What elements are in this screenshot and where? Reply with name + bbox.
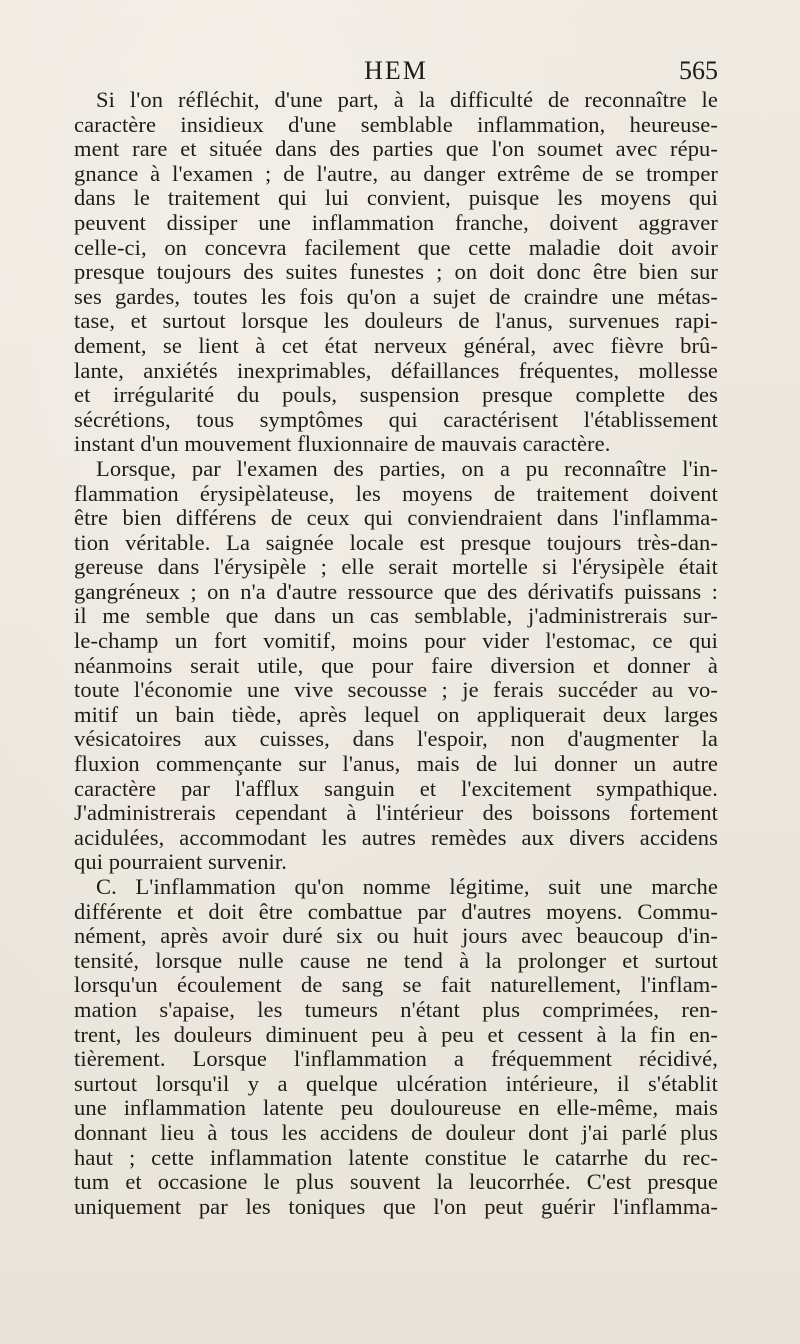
text-line: gereuse dans l'érysipèle ; elle serait mortelle si l'érysipèle était (74, 554, 718, 580)
header-title: HEM (364, 56, 428, 85)
text-line: il me semble que dans un cas semblable, j'administrerais sur- (74, 603, 718, 629)
text-line: tion véritable. La saignée locale est presque toujours très-dan- (74, 529, 718, 555)
text-line: Lorsque, par l'examen des parties, on a pu reconnaître l'in- (96, 455, 718, 481)
text-line: fluxion commençante sur l'anus, mais de lui donner un autre (74, 751, 718, 777)
text-line: peuvent dissiper une inflammation franche, doivent aggraver (74, 209, 718, 235)
text-line: mation s'apaise, les tumeurs n'étant plus comprimées, ren- (74, 996, 718, 1022)
text-line: dement, se lient à cet état nerveux général, avec fièvre brû- (74, 332, 718, 358)
text-line: mitif un bain tiède, après lequel on appliquerait deux larges (74, 701, 718, 727)
text-line: tase, et surtout lorsque les douleurs de l'anus, survenues rapi- (74, 308, 718, 334)
body-text (74, 88, 718, 1219)
text-line: tièrement. Lorsque l'inflammation a fréquemment récidivé, (74, 1046, 718, 1072)
paragraph (74, 875, 718, 1219)
text-line: presque toujours des suites funestes ; on doit donc être bien sur (74, 259, 718, 285)
text-line: ses gardes, toutes les fois qu'on a sujet de craindre une métas- (74, 283, 718, 309)
text-line: caractère par l'afflux sanguin et l'excitement sympathique. (74, 775, 718, 801)
text-line: gangréneux ; on n'a d'autre ressource que des dérivatifs puissans : (74, 578, 718, 604)
text-line: nément, après avoir duré six ou huit jours avec beaucoup d'in- (74, 923, 718, 949)
text-line: être bien différens de ceux qui conviendraient dans l'inflamma- (74, 505, 718, 531)
text-line: caractère insidieux d'une semblable inflammation, heureuse- (74, 111, 718, 137)
text-line: lante, anxiétés inexprimables, défaillances fréquentes, mollesse (74, 357, 718, 383)
text-line: et irrégularité du pouls, suspension presque complette des (74, 382, 718, 408)
paragraph (74, 88, 718, 457)
text-line: le-champ un fort vomitif, moins pour vider l'estomac, ce qui (74, 628, 718, 654)
text-line: donnant lieu à tous les accidens de douleur dont j'ai parlé plus (74, 1119, 718, 1145)
text-line: ment rare et située dans des parties que l'on soumet avec répu- (74, 136, 718, 162)
text-line: une inflammation latente peu douloureuse en elle-même, mais (74, 1095, 718, 1121)
text-line: toute l'économie une vive secousse ; je ferais succéder au vo- (74, 677, 718, 703)
text-line: lorsqu'un écoulement de sang se fait naturellement, l'inflam- (74, 972, 718, 998)
text-line: haut ; cette inflammation latente constitue le catarrhe du rec- (74, 1144, 718, 1170)
paragraph (74, 457, 718, 875)
page-number: 565 (679, 56, 718, 85)
text-line: uniquement par les toniques que l'on peut guérir l'inflamma- (74, 1193, 718, 1219)
text-line: instant d'un mouvement fluxionnaire de mauvais caractère. (74, 431, 611, 457)
text-line: néanmoins serait utile, que pour faire diversion et donner à (74, 652, 718, 678)
text-line: celle-ci, on concevra facilement que cette maladie doit avoir (74, 234, 718, 260)
text-line: dans le traitement qui lui convient, puisque les moyens qui (74, 185, 718, 211)
running-head (74, 56, 718, 88)
text-line: C. L'inflammation qu'on nomme légitime, suit une marche (96, 874, 718, 899)
text-line: tensité, lorsque nulle cause ne tend à la prolonger et surtout (74, 947, 718, 973)
text-line: tum et occasione le plus souvent la leucorrhée. C'est presque (74, 1169, 718, 1195)
text-line: qui pourraient survenir. (74, 849, 287, 875)
text-line: surtout lorsqu'il y a quelque ulcération intérieure, il s'établit (74, 1070, 718, 1096)
text-line: J'administrerais cependant à l'intérieur des boissons fortement (74, 800, 718, 826)
text-line: vésicatoires aux cuisses, dans l'espoir, non d'augmenter la (74, 726, 718, 752)
text-line: acidulées, accommodant les autres remèdes aux divers accidens (74, 824, 718, 850)
text-line: gnance à l'examen ; de l'autre, au danger extrême de se tromper (74, 160, 718, 186)
text-line: Si l'on réfléchit, d'une part, à la difficulté de reconnaître le (96, 87, 718, 112)
text-line: sécrétions, tous symptômes qui caractérisent l'établissement (74, 406, 718, 432)
text-line: différente et doit être combattue par d'autres moyens. Commu- (74, 898, 718, 924)
text-line: flammation érysipèlateuse, les moyens de traitement doivent (74, 480, 718, 506)
text-line: trent, les douleurs diminuent peu à peu et cessent à la fin en- (74, 1021, 718, 1047)
